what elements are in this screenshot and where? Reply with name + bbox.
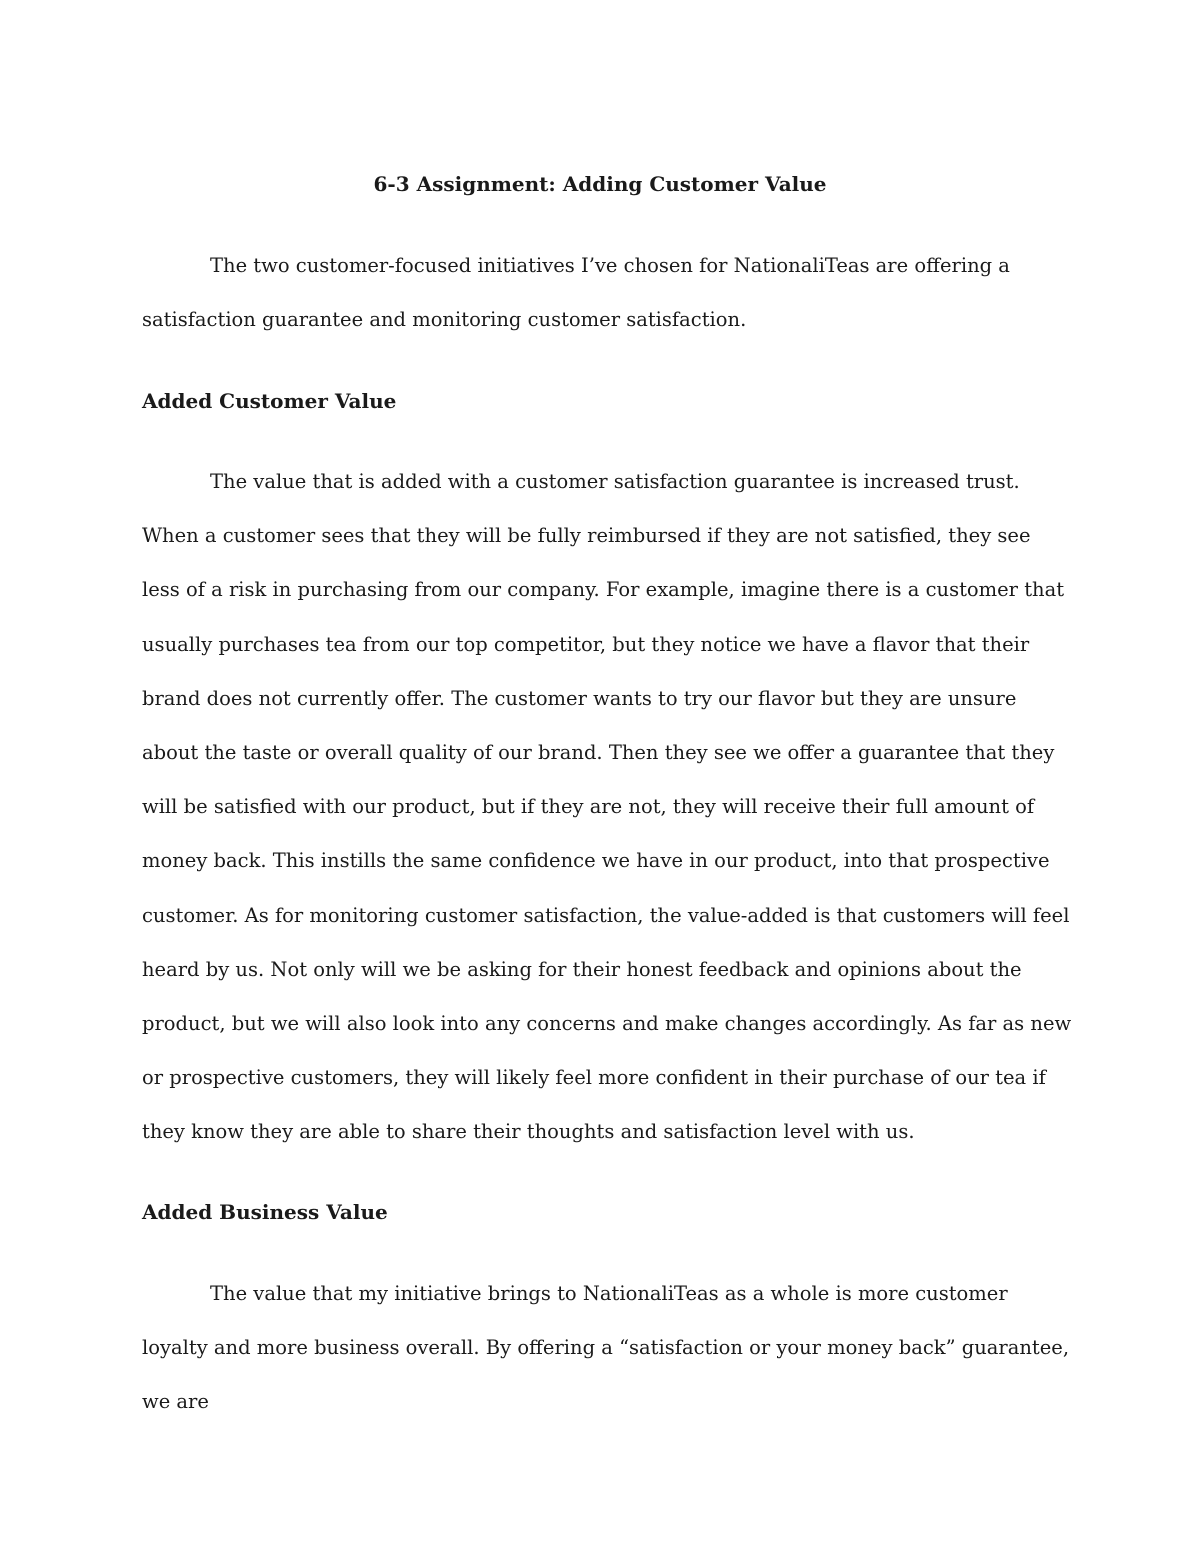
document-title: 6-3 Assignment: Adding Customer Value [373,172,827,196]
section-heading-customer-value: Added Customer Value [142,389,397,413]
business-value-paragraph: The value that my initiative brings to NationaliTeas as a whole is more customer loyalty and more business overall. By offering a “satisfaction or your money back” guarantee, we are [142,1282,1070,1414]
intro-paragraph: The two customer-focused initiatives I’ve chosen for NationaliTeas are offering a satisfaction guarantee and monitoring customer satisfaction. [142,254,1010,332]
customer-value-paragraph: The value that is added with a customer satisfaction guarantee is increased trust. When a customer sees that they will be fully reimbursed if they are not satisfied, they see less of a risk in purchasing from our company. For example, imagine there is a customer that usually purchases tea from our top competitor, but they notice we have a flavor that their brand does not currently offer. The customer wants to try our flavor but they are unsure about the taste or overall quality of our brand. Then they see we offer a guarantee that they will be satisfied with our product, but if they are not, they will receive their full amount of money back. This instills the same confidence we have in our product, into that prospective customer. As for monitoring customer satisfaction, the value-added is that customers will feel heard by us. Not only will we be asking for their honest feedback and opinions about the product, but we will also look into any concerns and make changes accordingly. As far as new or prospective customers, they will likely feel more confident in their purchase of our tea if they know they are able to share their thoughts and satisfaction level with us. [142,470,1072,1144]
section-heading-business-value: Added Business Value [142,1200,388,1224]
